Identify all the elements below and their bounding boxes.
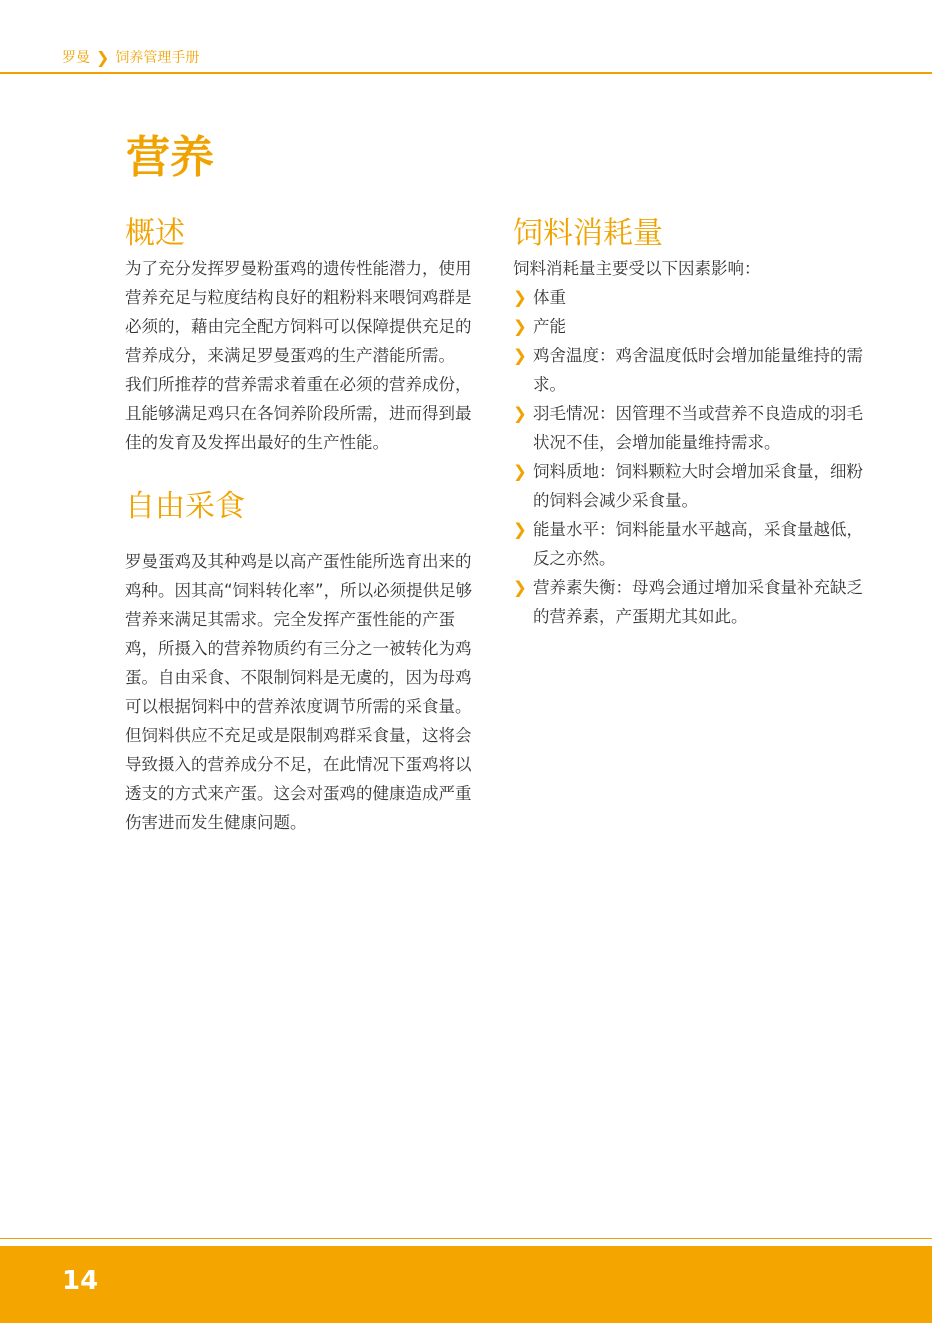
list-item: ❯ 饲料质地：饲料颗粒大时会增加采食量，细粉的饲料会减少采食量。 (513, 457, 873, 515)
list-item: ❯ 产能 (513, 312, 873, 341)
running-header (62, 47, 199, 67)
feed-consumption-intro: 饲料消耗量主要受以下因素影响： (513, 259, 761, 278)
footer-divider (0, 1238, 932, 1239)
list-item: ❯ 营养素失衡：母鸡会通过增加采食量补充缺乏的营养素，产蛋期尤其如此。 (513, 573, 873, 631)
factor-list (513, 283, 873, 631)
free-feeding-paragraph: 罗曼蛋鸡及其种鸡是以高产蛋性能所选育出来的鸡种。因其高“饲料转化率”，所以必须提供足够营养来满足其需求。完全发挥产蛋性能的产蛋鸡，所摄入的营养物质约有三分之一被转化为鸡蛋。自由采食、不限制饲料是无虞的，因为母鸡可以根据饲料中的营养浓度调节所需的采食量。但饲料供应不充足或是限制鸡群采食量，这将会导致摄入的营养成分不足，在此情况下蛋鸡将以透支的方式来产蛋。这会对蛋鸡的健康造成严重伤害进而发生健康问题。 (125, 552, 473, 832)
feed-consumption-title: 饲料消耗量 (513, 216, 663, 251)
overview-title: 概述 (125, 216, 185, 251)
chevron-right-icon: ❯ (513, 317, 527, 336)
free-feeding-title: 自由采食 (125, 489, 245, 524)
footer-band (0, 1246, 932, 1323)
header-divider (0, 72, 932, 74)
list-item: ❯ 能量水平：饲料能量水平越高，采食量越低，反之亦然。 (513, 515, 873, 573)
right-column (513, 214, 873, 631)
overview-paragraph-2: 我们所推荐的营养需求着重在必须的营养成份，且能够满足鸡只在各饲养阶段所需，进而得到最佳的发育及发挥出最好的生产性能。 (125, 375, 472, 452)
chevron-right-icon: ❯ (96, 47, 110, 67)
list-item: ❯ 体重 (513, 283, 873, 312)
left-column (125, 214, 485, 837)
page-number: 14 (62, 1266, 99, 1296)
chevron-right-icon: ❯ (513, 346, 527, 365)
chevron-right-icon: ❯ (513, 462, 527, 481)
overview-paragraph-1: 为了充分发挥罗曼粉蛋鸡的遗传性能潜力，使用营养充足与粒度结构良好的粗粉料来喂饲鸡群是必须的，藉由完全配方饲料可以保障提供充足的营养成分，来满足罗曼蛋鸡的生产潜能所需。 (125, 259, 472, 365)
chevron-right-icon: ❯ (513, 288, 527, 307)
list-item: ❯ 鸡舍温度：鸡舍温度低时会增加能量维持的需求。 (513, 341, 873, 399)
list-item: ❯ 羽毛情况：因管理不当或营养不良造成的羽毛状况不佳，会增加能量维持需求。 (513, 399, 873, 457)
chevron-right-icon: ❯ (513, 520, 527, 539)
chevron-right-icon: ❯ (513, 578, 527, 597)
manual-title: 饲养管理手册 (115, 50, 200, 66)
chevron-right-icon: ❯ (513, 404, 527, 423)
page-title: 营养 (126, 132, 214, 183)
brand-label: 罗曼 (62, 50, 90, 66)
